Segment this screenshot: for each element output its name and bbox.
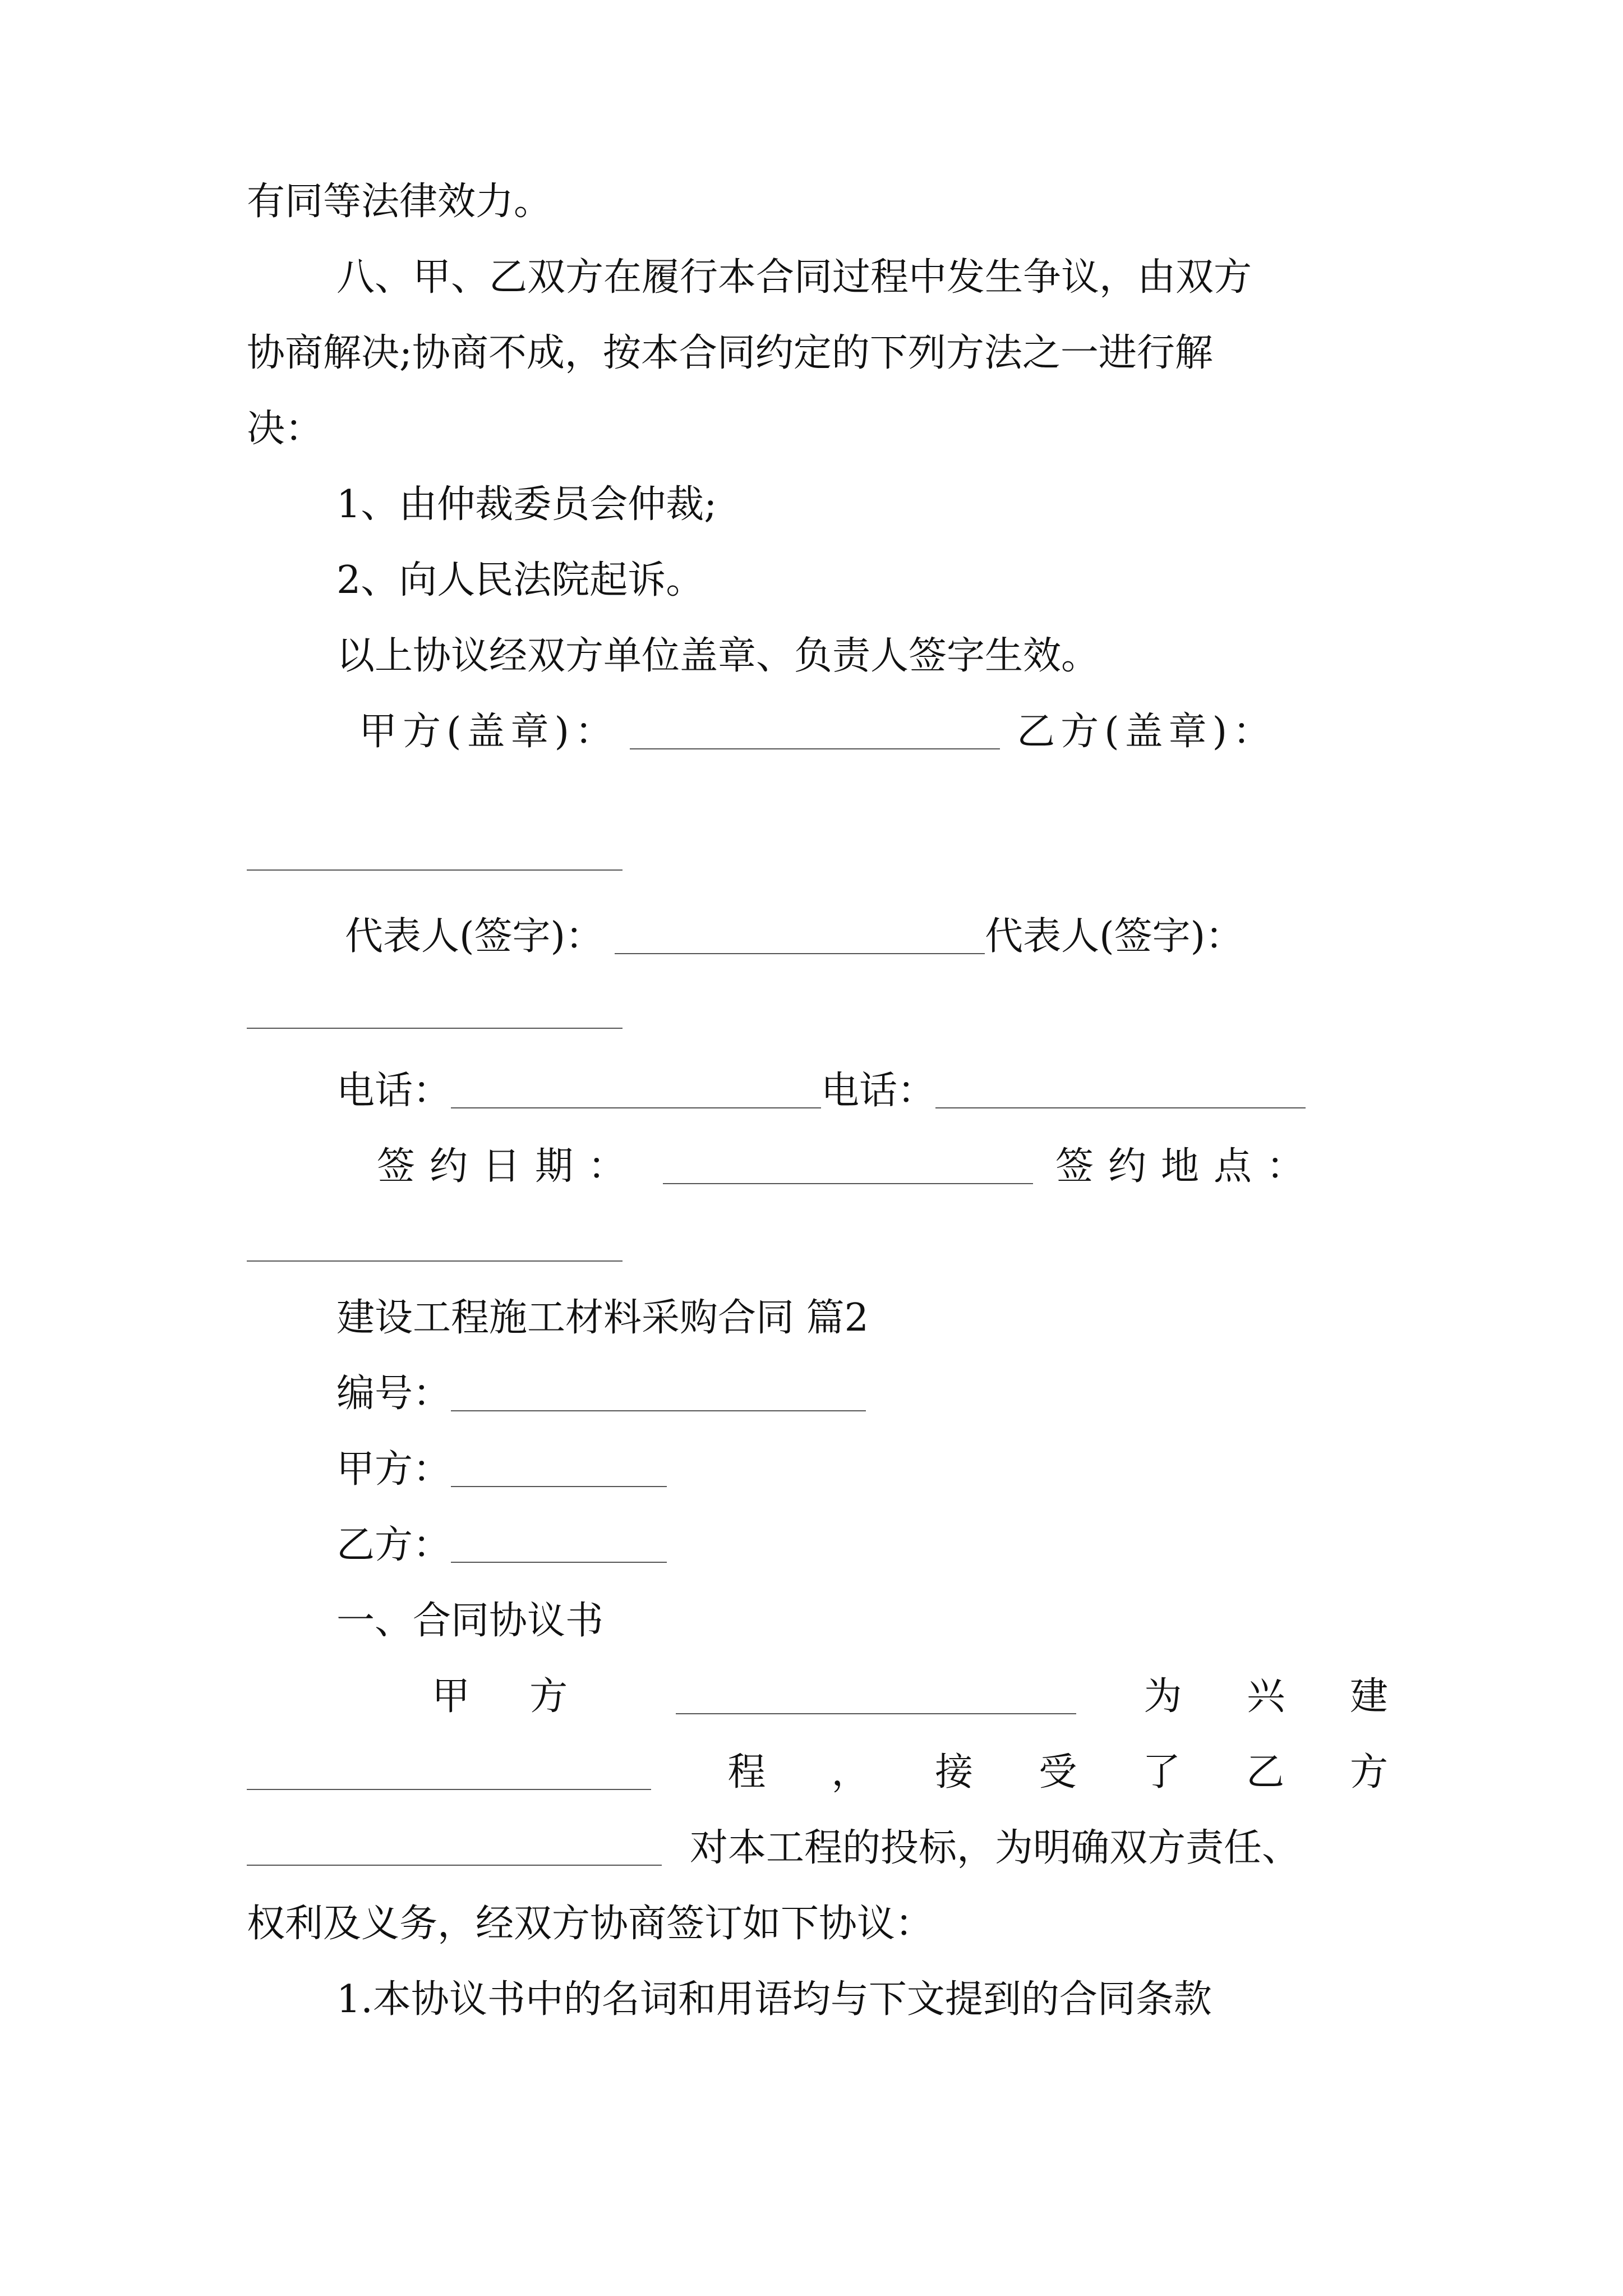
project-name-field[interactable] [247, 1755, 651, 1790]
seal-row [359, 701, 1388, 763]
section-1-heading: 一、合同协议书 [336, 1599, 604, 1643]
party-b-name-field[interactable] [247, 1831, 662, 1866]
paragraph-line [247, 398, 1388, 460]
contract-2-title: 建设工程施工材料采购合同 篇2 [336, 1296, 869, 1340]
party-a-field[interactable] [451, 1452, 667, 1487]
justified-line [247, 1742, 1388, 1803]
text-char: 建 [1349, 1674, 1388, 1719]
text-line: 权利及义务，经双方协商签订如下协议： [247, 1902, 934, 1946]
party-a-seal-field[interactable] [630, 715, 1000, 749]
clause-8-text: 八、甲、乙双方在履行本合同过程中发生争议，由双方 [336, 255, 1252, 300]
text-char: 程 [727, 1750, 766, 1795]
representative-row [345, 906, 1388, 968]
phone-a-label: 电话： [336, 1069, 451, 1113]
party-b-field[interactable] [451, 1528, 667, 1563]
number-label: 编号： [336, 1372, 451, 1416]
number-field[interactable] [451, 1377, 866, 1411]
sign-date-label: 签约日期： [377, 1144, 641, 1189]
agreement-item-1: 1.本协议书中的名词和用语均与下文提到的合同条款 [336, 1977, 1212, 2022]
party-b-seal-field[interactable] [247, 869, 623, 871]
sign-date-field[interactable] [663, 1149, 1033, 1184]
option-arbitration: 1、由仲裁委员会仲裁; [336, 482, 717, 527]
text-char: 接 [935, 1750, 974, 1795]
section-heading [336, 1590, 1388, 1652]
sign-place-label: 签约地点： [1055, 1144, 1320, 1189]
paragraph-line [336, 247, 1388, 309]
text-line: 协商解决;协商不成，按本合同约定的下列方法之一进行解 [247, 331, 1213, 375]
sign-place-field[interactable] [247, 1260, 623, 1262]
text-char: 了 [1142, 1750, 1181, 1795]
phone-b-field[interactable] [935, 1074, 1306, 1108]
rep-a-label: 代表人(签字)： [345, 914, 604, 959]
option-court: 2、向人民法院起诉。 [336, 558, 704, 602]
text-char: 方 [1350, 1750, 1389, 1795]
party-a-row [336, 1439, 1388, 1501]
text-line: 有同等法律效力。 [247, 180, 552, 224]
party-b-row [336, 1515, 1388, 1576]
phone-a-field[interactable] [451, 1074, 821, 1108]
party-b-label: 乙方： [336, 1523, 451, 1567]
rep-b-label: 代表人(签字)： [985, 914, 1244, 959]
party-b-seal-label: 乙方(盖章)： [1017, 710, 1277, 754]
rep-a-field[interactable] [615, 919, 985, 954]
justified-line [432, 1666, 1388, 1728]
list-item [336, 474, 1388, 536]
text-char: 甲 [432, 1674, 471, 1719]
list-item [336, 550, 1388, 611]
paragraph-line [336, 625, 1388, 687]
effect-clause: 以上协议经双方单位盖章、负责人签字生效。 [336, 634, 1100, 678]
text-char: 方 [529, 1674, 568, 1719]
number-row [336, 1363, 1388, 1425]
text-char: 兴 [1247, 1674, 1285, 1719]
rep-b-field[interactable] [247, 1028, 623, 1029]
party-a-name-field[interactable] [676, 1680, 1076, 1714]
phone-row [336, 1060, 1388, 1122]
party-a-seal-label: 甲方(盖章)： [359, 710, 619, 754]
text-line: 对本工程的投标，为明确双方责任、 [690, 1826, 1301, 1870]
text-char: ， [831, 1750, 870, 1795]
paragraph-line [247, 171, 1388, 233]
paragraph-line [247, 1893, 1388, 1955]
text-char: 受 [1039, 1750, 1077, 1795]
date-place-row [377, 1136, 1388, 1198]
paragraph-line [247, 1818, 1388, 1879]
paragraph-line [336, 1969, 1388, 2031]
text-char: 乙 [1246, 1750, 1285, 1795]
party-a-label: 甲方： [336, 1447, 451, 1492]
paragraph-line [247, 323, 1388, 384]
text-line: 决： [247, 407, 324, 451]
section-title [336, 1287, 1388, 1349]
text-char: 为 [1144, 1674, 1182, 1719]
phone-b-label: 电话： [821, 1069, 936, 1113]
